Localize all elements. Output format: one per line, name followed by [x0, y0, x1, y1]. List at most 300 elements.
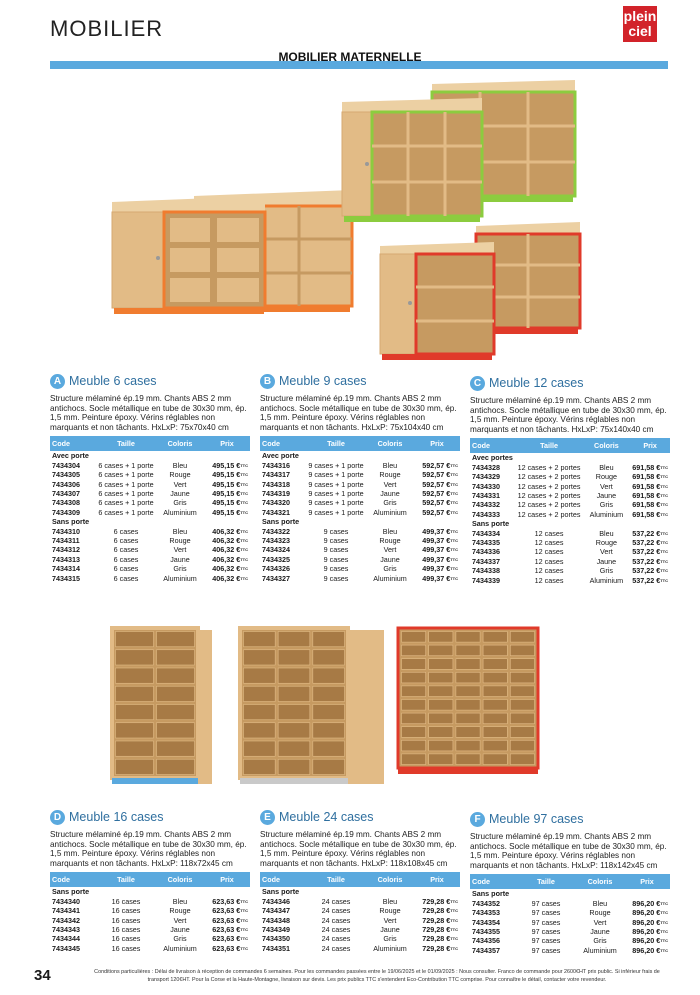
product-code: 7434341 [52, 906, 80, 916]
shelf-cell [510, 672, 534, 683]
product-price [204, 508, 250, 517]
product-size: 16 cases [111, 943, 141, 953]
product-code: 7434305 [52, 470, 80, 480]
col-taille: Taille [516, 438, 583, 453]
product-code: 7434312 [52, 545, 80, 555]
shelf-cell [483, 686, 507, 697]
price-value: 691,58 € [632, 509, 661, 519]
price-value: 406,32 € [212, 526, 241, 536]
product-color: Vert [383, 915, 397, 925]
product-price [414, 925, 460, 934]
product-size: 97 cases [531, 908, 561, 918]
section-letter-badge: E [260, 810, 275, 825]
price-value: 592,57 € [422, 507, 451, 517]
product-color: Gris [599, 566, 613, 576]
price-value: 592,57 € [422, 498, 451, 508]
product-size: 6 cases [113, 564, 139, 574]
product-code: 7434337 [472, 556, 500, 566]
table-row [260, 564, 460, 573]
product-color: Aluminium [373, 573, 407, 583]
shelf-cell [456, 713, 480, 724]
table-row [470, 491, 670, 500]
product-size: 6 cases [113, 545, 139, 555]
price-value: 623,63 € [212, 934, 241, 944]
table-row [260, 470, 460, 479]
col-coloris: Coloris [156, 872, 204, 887]
price-value: 896,20 € [632, 945, 661, 955]
shelf-cell [510, 754, 534, 765]
table-row [50, 897, 250, 906]
shelf-cell [456, 727, 480, 738]
product-price [204, 897, 250, 906]
product-code: 7434342 [52, 915, 80, 925]
price-value: 592,57 € [422, 489, 451, 498]
price-value: 623,63 € [212, 925, 241, 934]
shelf-cell [510, 700, 534, 711]
product-size: 9 cases [323, 536, 349, 546]
product-size: 12 cases [534, 538, 564, 548]
col-coloris: Coloris [576, 874, 624, 889]
product-size: 6 cases + 1 porte [98, 479, 154, 489]
price-suffix: TTC [660, 502, 668, 508]
shelf-cell [244, 686, 276, 701]
price-suffix: TTC [240, 575, 248, 581]
product-color: Vert [599, 547, 613, 557]
table-row [470, 472, 670, 481]
table-row [470, 918, 670, 927]
product-size: 97 cases [531, 898, 561, 908]
table-row [50, 498, 250, 507]
price-value: 729,28 € [422, 896, 451, 906]
table-row [470, 482, 670, 491]
price-suffix: TTC [450, 945, 458, 951]
table-group-row [50, 887, 250, 896]
product-color: Jaune [170, 554, 190, 564]
shelf-cell [510, 686, 534, 697]
product-price [414, 934, 460, 943]
product-size: 12 cases [534, 547, 564, 557]
table-row [50, 536, 250, 545]
product-size: 9 cases [323, 573, 349, 583]
product-code: 7434328 [472, 462, 500, 472]
table-row [470, 566, 670, 575]
table-group-row [50, 451, 250, 460]
price-value: 592,57 € [422, 470, 451, 480]
product-color: Aluminium [163, 573, 197, 583]
section-title: Meuble 16 cases [69, 810, 164, 824]
price-table [50, 872, 250, 953]
product-size: 97 cases [531, 945, 561, 955]
shelf-cell [244, 650, 276, 665]
price-suffix: TTC [450, 481, 458, 487]
section-description: Structure mélaminé ép.19 mm. Chants ABS 2 mm antichocs. Socle métallique en tube de 30x30 mm, ép. 1,5 mm. Peinture époxy. Vérins réglables non marquants et non tâchants. HxLxP: 75x140x40 cm [470, 396, 667, 434]
price-suffix: TTC [450, 538, 458, 544]
product-price [204, 906, 250, 915]
table-row [260, 498, 460, 507]
shelf-cell [483, 740, 507, 751]
section-description: Structure mélaminé ép.19 mm. Chants ABS 2 mm antichocs. Socle métallique en tube de 30x30 mm, ép. 1,5 mm. Peinture époxy. Vérins réglables non marquants et non tâchants. HxLxP: 75x70x40 cm [50, 394, 247, 432]
price-value: 623,63 € [212, 943, 241, 953]
product-code: 7434346 [262, 896, 290, 906]
shelf-cell [429, 659, 453, 670]
price-suffix: TTC [240, 936, 248, 942]
group-label: Sans porte [472, 519, 510, 529]
col-coloris: Coloris [583, 438, 631, 453]
price-value: 499,37 € [422, 554, 451, 564]
product-color: Bleu [172, 526, 188, 536]
shelf-cell [157, 705, 195, 720]
price-value: 623,63 € [212, 896, 241, 906]
product-code: 7434324 [262, 545, 290, 555]
shelf-cell [278, 759, 310, 774]
product-price [630, 491, 670, 500]
price-value: 691,58 € [632, 462, 661, 472]
product-size: 9 cases + 1 porte [308, 507, 364, 517]
group-label: Sans porte [262, 517, 300, 527]
table-row [470, 927, 670, 936]
product-code: 7434356 [472, 936, 500, 946]
product-color: Gris [383, 498, 397, 508]
table-row [50, 934, 250, 943]
page-title: MOBILIER [50, 16, 164, 41]
shelf-cell [429, 740, 453, 751]
product-color: Bleu [599, 462, 614, 472]
group-label: Sans porte [52, 887, 90, 897]
price-suffix: TTC [660, 929, 668, 934]
product-price [414, 498, 460, 507]
price-suffix: TTC [660, 919, 668, 925]
product-size: 12 cases + 2 portes [517, 481, 581, 491]
product-price [414, 897, 460, 906]
product-size: 6 cases [113, 554, 139, 564]
price-value: 896,20 € [632, 927, 661, 936]
shelf-cell [157, 686, 195, 701]
table-row [50, 916, 250, 925]
price-value: 495,15 € [212, 479, 241, 489]
product-price [204, 470, 250, 479]
section-title: Meuble 12 cases [489, 376, 584, 390]
price-suffix: TTC [660, 558, 668, 564]
col-code: Code [260, 436, 306, 451]
price-value: 896,20 € [632, 936, 661, 946]
price-value: 729,28 € [422, 943, 451, 953]
product-color: Jaune [170, 489, 190, 498]
shelf-cell [456, 672, 480, 683]
shelf-cell [116, 705, 154, 720]
col-taille: Taille [96, 436, 156, 451]
shelf-cell [429, 672, 453, 683]
product-size: 9 cases + 1 porte [308, 470, 364, 480]
section-letter-badge: D [50, 810, 65, 825]
product-color: Aluminium [589, 575, 624, 585]
product-code: 7434322 [262, 526, 290, 536]
page-number: 34 [34, 967, 51, 984]
price-suffix: TTC [660, 938, 668, 944]
product-size: 9 cases [323, 545, 349, 555]
product-size: 24 cases [321, 925, 351, 934]
price-value: 729,28 € [422, 925, 451, 934]
price-suffix: TTC [660, 493, 668, 498]
shelf-cell [483, 659, 507, 670]
product-code: 7434348 [262, 915, 290, 925]
product-color: Vert [383, 545, 397, 555]
product-code: 7434332 [472, 500, 500, 510]
product-color: Gris [593, 936, 607, 946]
group-label: Sans porte [52, 517, 90, 527]
price-value: 691,58 € [632, 481, 661, 491]
product-price [630, 557, 670, 566]
shelf-cell [456, 632, 480, 643]
cabinet-6-cases-illustration [112, 196, 265, 314]
table-row [50, 461, 250, 470]
product-section-e [260, 808, 460, 953]
shelf-cell [157, 741, 195, 756]
price-suffix: TTC [660, 568, 668, 574]
table-row [470, 510, 670, 519]
price-suffix: TTC [450, 556, 458, 562]
product-color: Gris [383, 564, 397, 574]
price-value: 729,28 € [422, 906, 451, 916]
product-code: 7434329 [472, 472, 500, 482]
price-value: 729,28 € [422, 915, 451, 925]
price-suffix: TTC [240, 945, 248, 951]
product-code: 7434340 [52, 896, 80, 906]
product-size: 16 cases [111, 934, 141, 944]
shelf-cell [116, 686, 154, 701]
shelf-cell [313, 759, 345, 774]
product-price [204, 480, 250, 489]
product-code: 7434309 [52, 507, 80, 517]
shelf-cell [483, 645, 507, 656]
product-color: Gris [173, 498, 187, 508]
shelf-cell [402, 645, 426, 656]
product-price [204, 536, 250, 545]
logo-line-1: plein [623, 8, 657, 24]
product-price [414, 916, 460, 925]
shelf-cell [429, 754, 453, 765]
product-code: 7434331 [472, 491, 500, 500]
product-size: 6 cases + 1 porte [98, 460, 154, 470]
product-code: 7434314 [52, 564, 80, 574]
furniture-illustration-middle [100, 620, 580, 800]
product-color: Bleu [382, 896, 398, 906]
product-code: 7434311 [52, 536, 80, 546]
product-code: 7434350 [262, 934, 290, 944]
product-section-a [50, 372, 250, 583]
product-price [630, 547, 670, 556]
product-size: 24 cases [321, 896, 351, 906]
shelf-cell [313, 650, 345, 665]
shelf-cell [278, 632, 310, 647]
product-color: Jaune [596, 491, 617, 500]
product-color: Aluminium [589, 509, 624, 519]
product-color: Gris [173, 564, 187, 574]
price-table [470, 438, 670, 585]
product-code: 7434307 [52, 489, 80, 498]
product-code: 7434352 [472, 898, 500, 908]
product-size: 16 cases [111, 915, 141, 925]
brand-logo [623, 6, 657, 42]
table-group-row [470, 519, 670, 528]
product-price [624, 927, 670, 936]
product-code: 7434347 [262, 906, 290, 916]
table-group-row [470, 889, 670, 898]
table-row [50, 906, 250, 915]
product-color: Rouge [595, 538, 617, 548]
product-code: 7434334 [472, 528, 500, 538]
price-value: 495,15 € [212, 460, 241, 470]
product-size: 12 cases [534, 566, 564, 576]
price-suffix: TTC [450, 936, 458, 942]
price-suffix: TTC [450, 575, 458, 581]
col-taille: Taille [96, 872, 156, 887]
price-value: 537,22 € [632, 547, 661, 557]
shelf-cell [510, 727, 534, 738]
shelf-cell [402, 659, 426, 670]
price-value: 499,37 € [422, 536, 451, 546]
shelf-cell [510, 645, 534, 656]
cabinet-12-doors-green-illustration [342, 98, 482, 222]
table-row [260, 461, 460, 470]
table-group-row [50, 517, 250, 526]
col-code: Code [470, 874, 516, 889]
section-header [50, 808, 250, 826]
col-code: Code [260, 872, 306, 887]
product-size: 9 cases [323, 554, 349, 564]
price-value: 406,32 € [212, 536, 241, 546]
product-code: 7434344 [52, 934, 80, 944]
shelf-cell [429, 632, 453, 643]
product-color: Rouge [379, 536, 401, 546]
price-value: 499,37 € [422, 573, 451, 583]
price-suffix: TTC [660, 474, 668, 480]
shelf-cell [278, 650, 310, 665]
product-code: 7434306 [52, 479, 80, 489]
product-code: 7434320 [262, 498, 290, 508]
product-size: 12 cases [534, 528, 564, 538]
price-suffix: TTC [660, 549, 668, 555]
product-price [624, 899, 670, 908]
price-suffix: TTC [660, 511, 668, 517]
price-table [470, 874, 670, 955]
product-price [624, 908, 670, 917]
product-size: 9 cases [323, 564, 349, 574]
price-value: 537,22 € [632, 528, 661, 538]
col-code: Code [50, 436, 96, 451]
product-code: 7434308 [52, 498, 80, 508]
product-color: Aluminium [583, 945, 617, 955]
table-row [260, 925, 460, 934]
price-value: 729,28 € [422, 934, 451, 944]
product-code: 7434325 [262, 554, 290, 564]
product-color: Vert [599, 481, 613, 491]
shelf-cell [429, 700, 453, 711]
table-row [50, 527, 250, 536]
product-color: Gris [599, 500, 613, 510]
col-prix: Prix [414, 872, 460, 887]
product-color: Aluminium [373, 943, 407, 953]
section-header [470, 810, 670, 828]
price-value: 623,63 € [212, 915, 241, 925]
col-prix: Prix [414, 436, 460, 451]
price-suffix: TTC [240, 509, 248, 515]
shelf-cell [116, 650, 154, 665]
product-price [204, 934, 250, 943]
product-price [630, 500, 670, 509]
product-price [624, 918, 670, 927]
price-suffix: TTC [660, 947, 668, 953]
shelf-cell [510, 740, 534, 751]
product-price [204, 916, 250, 925]
product-size: 12 cases + 2 portes [517, 491, 581, 500]
table-row [470, 529, 670, 538]
col-prix: Prix [624, 874, 670, 889]
table-row [260, 489, 460, 498]
shelf-cell [116, 723, 154, 738]
product-size: 12 cases + 2 portes [517, 509, 581, 519]
product-code: 7434330 [472, 481, 500, 491]
price-table [260, 872, 460, 953]
table-row [260, 545, 460, 554]
product-size: 6 cases + 1 porte [98, 507, 154, 517]
table-row [50, 545, 250, 554]
product-price [204, 498, 250, 507]
price-suffix: TTC [450, 500, 458, 506]
product-price [630, 463, 670, 472]
shelf-cell [157, 723, 195, 738]
table-row [50, 489, 250, 498]
shelf-cell [402, 672, 426, 683]
product-color: Rouge [169, 536, 191, 546]
table-row [470, 547, 670, 556]
product-price [414, 508, 460, 517]
shelf-cell [157, 668, 195, 683]
price-value: 495,15 € [212, 489, 241, 498]
product-color: Jaune [380, 554, 400, 564]
product-color: Aluminium [373, 507, 407, 517]
table-row [50, 574, 250, 583]
product-size: 24 cases [321, 943, 351, 953]
product-size: 12 cases + 2 portes [517, 472, 581, 482]
price-value: 406,32 € [212, 554, 241, 564]
shelf-cell [278, 668, 310, 683]
price-suffix: TTC [660, 483, 668, 489]
product-price [414, 461, 460, 470]
shelf-cell [510, 713, 534, 724]
product-price [414, 545, 460, 554]
shelf-cell [278, 705, 310, 720]
product-price [414, 489, 460, 498]
product-size: 24 cases [321, 915, 351, 925]
price-suffix: TTC [240, 538, 248, 544]
group-label: Sans porte [472, 889, 510, 899]
product-code: 7434353 [472, 908, 500, 918]
shelf-cell [313, 686, 345, 701]
product-color: Vert [383, 479, 397, 489]
cabinet-door-red-illustration [380, 242, 494, 360]
price-suffix: TTC [240, 472, 248, 478]
product-code: 7434317 [262, 470, 290, 480]
product-color: Vert [593, 917, 607, 927]
price-value: 592,57 € [422, 460, 451, 470]
col-taille: Taille [306, 872, 366, 887]
section-description: Structure mélaminé ép.19 mm. Chants ABS 2 mm antichocs. Socle métallique en tube de 30x30 mm, ép. 1,5 mm. Peinture époxy. Vérins réglables non marquants et non tâchants. HxLxP: 118x142x45 cm [470, 832, 667, 870]
product-code: 7434316 [262, 460, 290, 470]
product-size: 9 cases + 1 porte [308, 489, 364, 498]
price-suffix: TTC [450, 917, 458, 923]
shelf-cell [483, 700, 507, 711]
section-header [50, 372, 250, 390]
